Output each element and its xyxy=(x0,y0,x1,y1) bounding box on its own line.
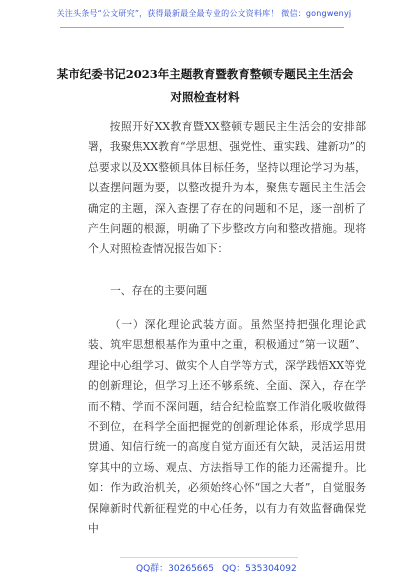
section-heading: 一、存在的主要问题 xyxy=(110,284,208,297)
qq-contact-number: QQ：535304092 xyxy=(222,564,297,574)
footer-divider xyxy=(120,557,298,558)
intro-paragraph: 按照开好XX教育暨XX整顿专题民主生活会的安排部署，我聚焦XX教育“学思想、强党性、重实践、建新功”的总要求以及XX整顿具体目标任务，坚持以理论学习为基，以查摆问题为要，以整改提升为本，聚焦专题民主生活会确定的主题，深入查摆了存在的问题和不足，逐一剖析了产生问题的根源，明确了下步整改方向和整改措施。现将个人对照检查情况报告如下： xyxy=(88,120,366,256)
qq-group-number: QQ群：30265665 xyxy=(136,564,214,574)
document-title-line2: 对照检查材料 xyxy=(170,90,240,104)
subsection-paragraph: （一）深化理论武装方面。虽然坚持把强化理论武装、筑牢思想根基作为重中之重，积极通过“第一议题”、理论中心组学习、做实个人自学等方式，深学践悟XX等党的创新理论，但学习上还不够系统、全面、深入，存在学而不精、学而不深问题，结合纪检监察工作消化吸收做得不到位，在科学全面把握党的创新理论体系，形成学思用贯通、知信行统一的高度自觉方面还有欠缺，灵活运用贯穿其中的立场、观点、方法指导工作的能力还需提升。比如：作为政治机关，必须始终心怀“国之大者”，自觉服务保障新时代新征程党的中心任务，以有力有效监督确保党中 xyxy=(88,318,366,536)
header-divider xyxy=(60,27,344,28)
document-title-line1: 某市纪委书记2023年主题教育暨教育整顿专题民主生活会 xyxy=(56,67,354,81)
promo-header: 关注头条号“公文研究”，获得最新最全最专业的公文资料库！ 微信：gongwenyj xyxy=(56,9,352,18)
